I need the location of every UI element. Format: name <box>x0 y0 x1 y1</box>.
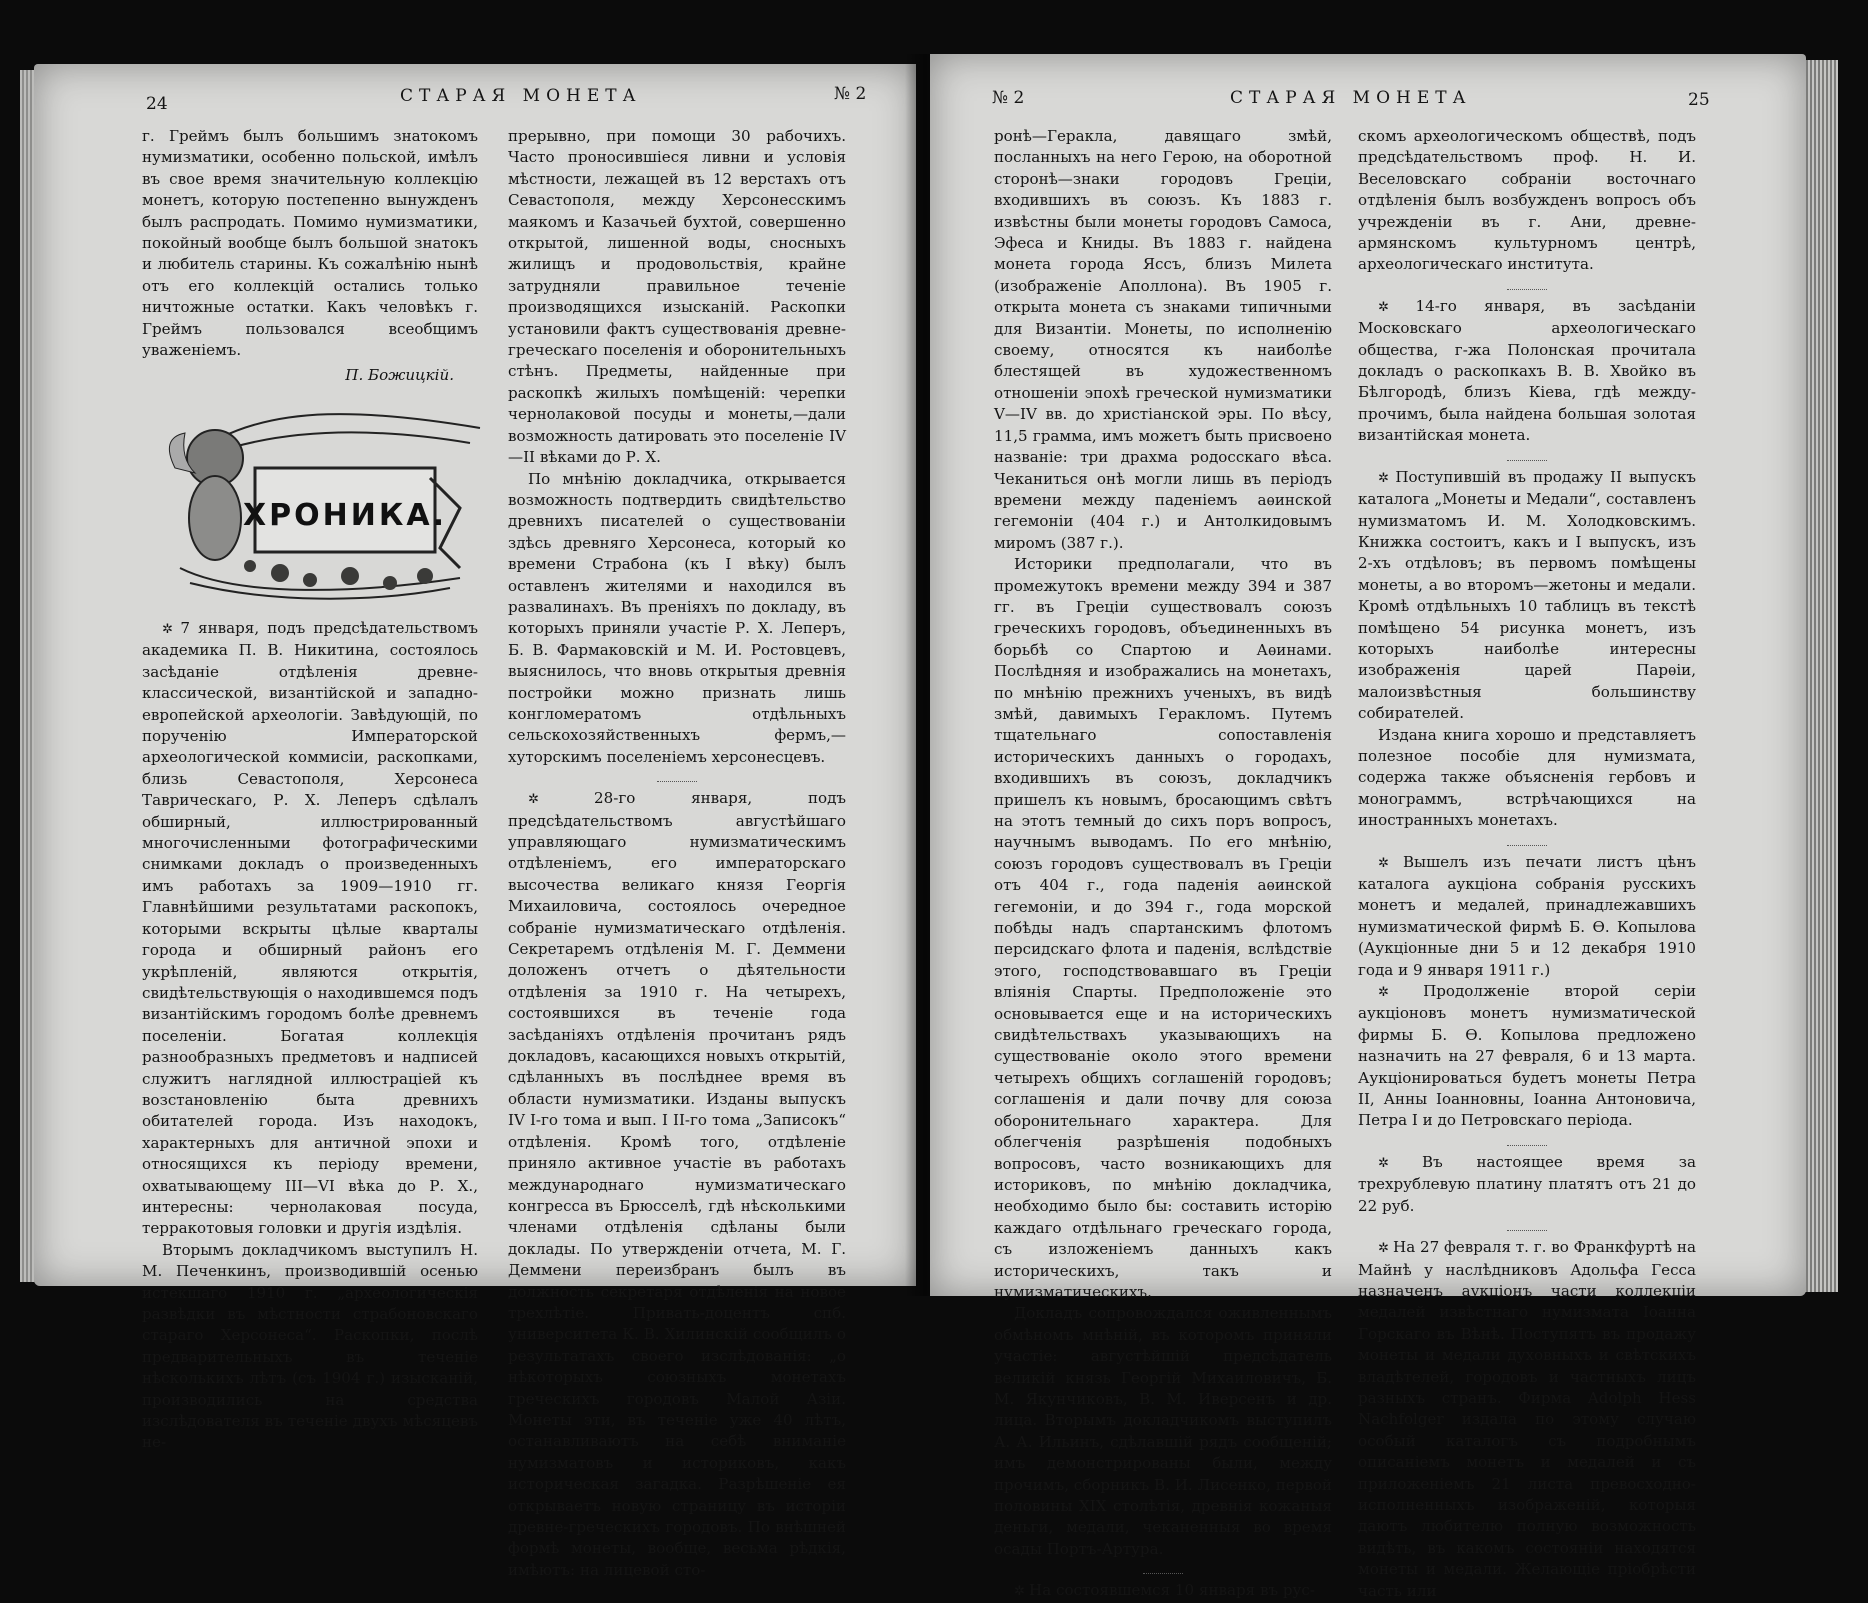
paragraph-text: 7 января, подъ предсѣдательствомъ академика П. В. Никитина, состоялось засѣданіе отдѣленія древне-классической, византійской и западно-европейской археологіи. Завѣдующій, по порученію Императорской археологической коммисіи, раскопками, близь Севастополя, Херсонеса Таврическаго, Р. Х. Леперъ сдѣлалъ обширный, иллюстрированный многочисленными фотографическими снимками докладъ о произведенныхъ имъ работахъ за 1909—1910 гг. Главнѣйшими результатами раскопокъ, которыми вскрыты цѣлые кварталы города и обширный районъ его укрѣпленій, являются открытія, свидѣтельствующія о находившемся подъ византійскимъ городомъ болѣе древнемъ поселеніи. Богатая коллекція разнообразныхъ предметовъ и надписей служитъ наглядной иллюстраціей къ возстановленію быта древнихъ обитателей города. Изъ находокъ, характерныхъ для античной эпохи и относящихся къ періоду времени, охватывающему III—VI вѣка до Р. Х., интересны: чернолаковая посуда, терракотовыя головки и другія издѣлія. <box>142 619 478 1238</box>
paragraph-text: 14-го января, въ засѣданіи Московскаго археологическаго общества, г-жа Полонская прочитала докладъ о раскопкахъ В. В. Хвойко въ Бѣлгородѣ, близъ Кіева, гдѣ между-прочимъ, была найдена большая золотая византійская монета. <box>1358 296 1696 445</box>
paragraph <box>1358 467 1696 725</box>
section-separator <box>1507 280 1547 290</box>
paragraph-text: Вышелъ изъ печати листъ цѣнъ каталога аукціона собранія русскихъ монетъ и медалей, принадлежавшихъ нумизматической фирмѣ Б. Ѳ. Копылова (Аукціонные дни 5 и 12 декабря 1910 года и 9 января 1911 г.) <box>1358 852 1696 979</box>
right-col2 <box>1358 126 1696 1602</box>
right-col1 <box>994 126 1332 1603</box>
section-separator <box>1507 836 1547 846</box>
left-col2-top <box>508 126 846 1581</box>
paragraph: Докладъ сопровождался оживленнымъ обмѣномъ мнѣній, въ которомъ приняли участіе: августѣйшій предсѣдатель великій князь Георгій Михаиловичъ, Б. М. Якунчиковъ, В. М. Иверсенъ и др. лица. Вторымъ докладчикомъ выступилъ А. А. Ильинъ, сдѣлавшій рядъ сообщеній; имъ демонстрированы были, между прочимъ, сборникъ В. И. Лисенко, первой половины XIX столѣтія, древнія кожаныя деньги, медали, чеканенныя во время осады Портъ-Артура. <box>994 1304 1332 1558</box>
paragraph: прерывно, при помощи 30 рабочихъ. Часто проносившіеся ливни и условія мѣстности, лежащей въ 12 верстахъ отъ Севастополя, между Херсонесскимъ маякомъ и Казачьей бухтой, совершенно открытой, лишенной воды, сносныхъ жилищъ и продовольствія, крайне затрудняли правильное теченіе производящихся изысканій. Раскопки установили фактъ существованія древне-греческаго поселенія и оборонительныхъ стѣнъ. Предметы, найденные при раскопкѣ жилыхъ помѣщеній: черепки чернолаковой посуды и монеты,—дали возможность датировать это поселеніе IV—II вѣками до Р. Х. <box>508 127 846 467</box>
asterism-icon: ✲ <box>1378 1155 1423 1171</box>
paragraph-text: Въ настоящее время за трехрублевую платину платятъ отъ 21 до 22 руб. <box>1358 1152 1697 1215</box>
left-page <box>34 64 916 1579</box>
paragraph <box>1358 296 1696 447</box>
paragraph <box>1358 1152 1696 1217</box>
asterism-icon: ✲ <box>1378 299 1416 315</box>
left-page-number: 24 <box>146 94 168 114</box>
paragraph: Издана книга хорошо и представляетъ полезное пособіе для нумизмата, содержа также объясненія гербовъ и монограммъ, встрѣчающихся на иностранныхъ монетахъ. <box>1358 725 1696 830</box>
paragraph-text: 28-го января, подъ предсѣдательствомъ августѣйшаго управляющаго нумизматическимъ отдѣленіемъ, его императорскаго высочества великаго князя Георгія Михаиловича, состоялось очередное собраніе нумизматическаго отдѣленія. Секретаремъ отдѣленія М. Г. Деммени доложенъ отчетъ о дѣятельности отдѣленія за 1910 г. На четырехъ, состоявшихся въ теченіе года засѣданіяхъ отдѣленія прочитанъ рядъ докладовъ, касающихся новыхъ открытій, сдѣланныхъ въ послѣднее время въ области нумизматики. Изданы выпускъ IV I-го тома и вып. I II-го тома „Записокъ“ отдѣленія. Кромѣ того, отдѣленіе приняло активное участіе въ работахъ международнаго нумизматическаго конгресса въ Брюсселѣ, гдѣ нѣсколькими членами отдѣленія сдѣланы были доклады. По утвержденіи отчета, М. Г. Деммени переизбранъ былъ въ должность секретаря отдѣленія на новое трехлѣтіе. Привать-доцентъ спб. университета К. В. Хилинскій сообщилъ о результатахъ своего изслѣдованія: „о нѣкоторыхъ союзныхъ монетахъ греческихъ городовъ Малой Азіи. Монеты эти, въ теченіе уже 40 лѣтъ, останавливаютъ на себѣ вниманіе нумизматовъ и историковъ, какъ историческая загадка. Разрѣшеніе ея открываетъ новую страницу въ исторіи древне-греческихъ городовъ. По внѣшней формѣ монеты, вообще, весьма рѣдкія, имѣютъ: на лицевой сто- <box>508 789 846 1579</box>
section-separator <box>657 772 697 782</box>
asterism-icon: ✲ <box>162 622 181 637</box>
paragraph <box>1358 981 1696 1132</box>
vignette-title: ХРОНИКА. <box>243 498 447 533</box>
asterism-icon: ✲ <box>1378 855 1403 871</box>
paragraph <box>1358 852 1696 981</box>
paragraph: г. Греймъ былъ большимъ знатокомъ нумизматики, особенно польской, имѣлъ въ свое время значительную коллекцію монетъ, которую постепенно вынужденъ былъ распродать. Помимо нумизматики, покойный вообще былъ большой знатокъ и любитель старины. Къ сожалѣнію нынѣ отъ его коллекцій остались только ничтожные остатки. Какъ человѣкъ г. Греймъ пользовался всеобщимъ уваженіемъ. <box>142 127 478 360</box>
paragraph: ронѣ—Геракла, давящаго змѣй, посланныхъ на него Герою, на оборотной сторонѣ—знаки городовъ Греціи, входившихъ въ союзъ. Къ 1883 г. извѣстны были монеты городовъ Самоса, Эфеса и Книды. Въ 1883 г. найдена монета города Яссъ, близъ Милета (изображеніе Аполлона). Въ 1905 г. открыта монета съ знаками типичными для Византіи. Монеты, по исполненію своему, относятся къ наиболѣе блестящей въ художественномъ отношеніи эпохѣ греческой нумизматики V—IV вв. до христіанской эры. По вѣсу, 11,5 грамма, имъ можетъ быть присвоено названіе: три драхма родосскаго вѣса. Чеканиться онѣ могли лишь въ періодъ времени между паденіемъ аѳинской гегемоніи (404 г.) и Антолкидовымъ миромъ (387 г.). <box>994 127 1332 552</box>
paragraph-text: Продолженіе второй серіи аукціоновъ монетъ нумизматической фирмы Б. Ѳ. Копылова предложено назначить на 27 февраля, 6 и 13 марта. Аукціонироваться будетъ монеты Петра II, Анны Іоанновны, Іоанна Антоновича, Петра I и до Петровскаго періода. <box>1358 982 1697 1130</box>
paragraph <box>142 618 478 1240</box>
asterism-icon: ✲ <box>528 792 595 808</box>
section-separator <box>1507 1136 1547 1146</box>
section-separator <box>1507 451 1547 461</box>
left-running-title: СТАРАЯ МОНЕТА <box>400 86 642 106</box>
paragraph <box>994 1580 1332 1602</box>
right-page <box>930 54 1806 1600</box>
section-separator <box>1143 1564 1183 1574</box>
paragraph: По мнѣнію докладчика, открывается возможность подтвердить свидѣтельство древнихъ писателей о существованіи здѣсь древняго Херсонеса, который ко времени Страбона (къ I вѣку) былъ оставленъ жителями и находился въ развалинахъ. Въ преніяхъ по докладу, въ которыхъ приняли участіе Р. Х. Леперъ, Б. В. Фармаковскій и М. И. Ростовцевъ, выяснилось, что вновь открытыя древнія постройки можно признать лишь конгломератомъ отдѣльныхъ сельскохозяйственныхъ фермъ,—хуторскимъ поселеніемъ херсонесцевъ. <box>508 469 846 766</box>
asterism-icon: ✲ <box>1378 1241 1394 1257</box>
asterism-icon: ✲ <box>1014 1584 1030 1600</box>
right-running-title: СТАРАЯ МОНЕТА <box>1230 88 1472 108</box>
paragraph <box>508 788 846 1581</box>
right-page-number: 25 <box>1688 90 1710 110</box>
section-separator <box>1507 1221 1547 1231</box>
paragraph: скомъ археологическомъ обществѣ, подъ предсѣдательствомъ проф. Н. И. Веселовскаго собраніи восточнаго отдѣленія былъ возбужденъ вопросъ объ учрежденіи въ г. Ани, древне-армянскомъ культурномъ центрѣ, археологическаго института. <box>1358 127 1696 274</box>
paragraph-text: Поступившій въ продажу II выпускъ каталога „Монеты и Медали“, составленъ нумизматомъ И. М. Холодковскимъ. Книжка состоитъ, какъ и I выпускъ, изъ 2-хъ отдѣловъ; въ первомъ помѣщены монеты, а во второмъ—жетоны и медали. Кромѣ отдѣльныхъ 10 таблицъ въ текстѣ помѣщено 54 рисунка монетъ, изъ которыхъ наиболѣе интересны изображенія царей Парѳіи, малоизвѣстныя большинству собирателей. <box>1358 467 1697 723</box>
paragraph: Вторымъ докладчикомъ выступилъ Н. М. Печенкинъ, производившій осенью истекшаго 1910 г. „археологическія развѣдки въ мѣстности страбоновскаго стараго Херсонеса“. Раскопки, послѣ предварительныхъ въ теченіе нѣсколькихъ лѣтъ (съ 1904 г.) изысканій, производились на средства изслѣдователя въ теченіе двухъ мѣсяцевъ не- <box>142 1240 478 1452</box>
signature: П. Божицкій. <box>345 366 454 385</box>
left-col1-bottom <box>142 618 478 1454</box>
left-issue-number: № 2 <box>834 84 867 104</box>
asterism-icon: ✲ <box>1378 985 1424 1001</box>
paragraph <box>1358 1237 1696 1602</box>
right-issue-number: № 2 <box>992 88 1025 108</box>
paragraph-text: На 27 февраля т. г. во Франкфуртѣ на Майнѣ у наслѣдниковъ Адольфа Гесса назначенъ аукціонъ части коллекціи медалей извѣстнаго нумизмата Іоанна Горскаго въ Вѣнѣ. Поступятъ въ продажу монеты и медали духовныхъ и свѣтскихъ владѣтелей, городовъ и частныхъ лицъ разныхъ странъ. Фирма Adolph Hess Nachfolger издала по этому случаю особый каталогъ съ подробнымъ описаніемъ монетъ и медалей и съ приложеніемъ 21 листа превосходно-исполненныхъ изображеній, которыя даютъ любителю полную возможность видѣть, въ какомъ состояніи находятся монеты и медали. Желающіе пріобрѣсти часть или <box>1358 1238 1696 1600</box>
chronicle-vignette <box>160 398 500 608</box>
cherub-body-icon <box>189 476 241 560</box>
paragraph: Историки предполагали, что въ промежутокъ времени между 394 и 387 гг. въ Греціи существовалъ союзъ греческихъ городовъ, объединенныхъ въ борьбѣ со Спартою и Аѳинами. Послѣдняя и изображались на монетахъ, по мнѣнію прежнихъ ученыхъ, въ видѣ змѣй, давимыхъ Геракломъ. Путемъ тщательнаго сопоставленія историческихъ данныхъ о городахъ, входившихъ въ союзъ, докладчикъ пришелъ къ новымъ, бросающимъ свѣтъ на этотъ темный до сихъ поръ вопросъ, научнымъ выводамъ. По его мнѣнію, союзъ городовъ существовалъ въ Греціи отъ 404 г., года паденія аѳинской гегемоніи, и до 394 г., года морской побѣды надъ спартанскимъ флотомъ персидскаго флота и паденія, вслѣдствіе этого, господствовавшаго въ Греціи вліянія Спарты. Предположеніе это основывается еще и на историческихъ свидѣтельствахъ указывающихъ на существованіе около этого времени четырехъ общихъ соглашеній городовъ; соглашенія и дали почву для союза оборонительнаго характера. Для облегченія разрѣшенія подобныхъ вопросовъ, часто возникающихъ для историковъ, по мнѣнію докладчика, необходимо было бы: составить исторію каждаго отдѣльнаго греческаго города, съ изложеніемъ данныхъ какъ историческихъ, такъ и нумизматическихъ. <box>994 555 1332 1301</box>
asterism-icon: ✲ <box>1378 470 1396 486</box>
paragraph-text: На состоявшемся 10 января въ рус- <box>1029 1581 1315 1600</box>
left-col1-top <box>142 126 478 387</box>
